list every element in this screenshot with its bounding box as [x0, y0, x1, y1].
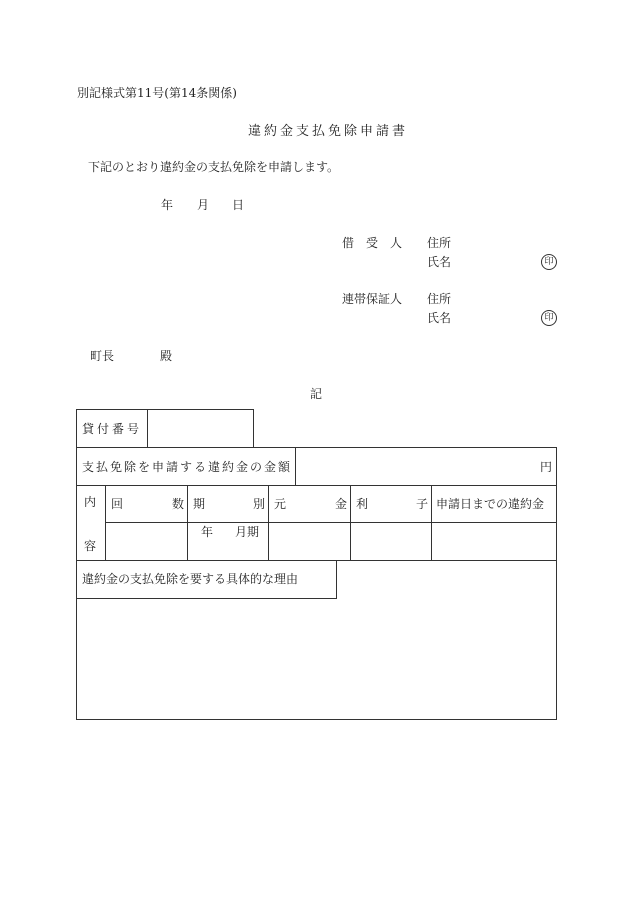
yen-label: 円 — [540, 460, 553, 474]
guarantor-name-label: 氏名 — [427, 311, 452, 325]
form-number: 別記様式第11号(第14条関係) — [77, 86, 237, 100]
addressee-town-head: 町長 — [90, 349, 115, 363]
interest-field[interactable] — [351, 523, 430, 559]
col-shi: 子 — [416, 497, 429, 511]
principal-field[interactable] — [269, 523, 349, 559]
kaisu-field[interactable] — [106, 523, 186, 559]
content-label-bottom: 容 — [84, 539, 97, 553]
addressee-honorific: 殿 — [160, 349, 173, 363]
date-day: 日 — [232, 198, 245, 212]
date-month: 月 — [197, 198, 210, 212]
col-ri: 利 — [356, 497, 369, 511]
col-betsu: 別 — [253, 497, 266, 511]
reason-field[interactable] — [77, 599, 555, 718]
borrower-label: 借 受 人 — [342, 236, 403, 250]
col-gen: 元 — [274, 497, 287, 511]
borrower-name-label: 氏名 — [427, 255, 452, 269]
guarantor-label: 連帯保証人 — [342, 292, 403, 306]
col-su: 数 — [172, 497, 185, 511]
loan-number-label: 貸付番号 — [82, 422, 143, 436]
col-kai: 回 — [111, 497, 124, 511]
borrower-seal: 印 — [541, 254, 557, 270]
period-month: 月期 — [235, 525, 260, 539]
reason-label: 違約金の支払免除を要する具体的な理由 — [82, 572, 299, 586]
amount-label: 支払免除を申請する違約金の金額 — [82, 460, 293, 474]
penalty-field[interactable] — [432, 523, 555, 559]
ki-heading: 記 — [310, 387, 323, 401]
guarantor-seal: 印 — [541, 310, 557, 326]
borrower-address-label: 住所 — [427, 236, 452, 250]
loan-number-field[interactable] — [148, 410, 252, 446]
date-year: 年 — [161, 198, 174, 212]
amount-field[interactable] — [296, 448, 555, 484]
intro-text: 下記のとおり違約金の支払免除を申請します。 — [88, 160, 340, 174]
col-penalty: 申請日までの違約金 — [436, 497, 545, 511]
document-title: 違約金支払免除申請書 — [248, 124, 409, 139]
col-kin: 金 — [335, 497, 348, 511]
guarantor-address-label: 住所 — [427, 292, 452, 306]
period-year: 年 — [201, 525, 214, 539]
content-label-top: 内 — [84, 495, 97, 509]
col-ki: 期 — [193, 497, 206, 511]
